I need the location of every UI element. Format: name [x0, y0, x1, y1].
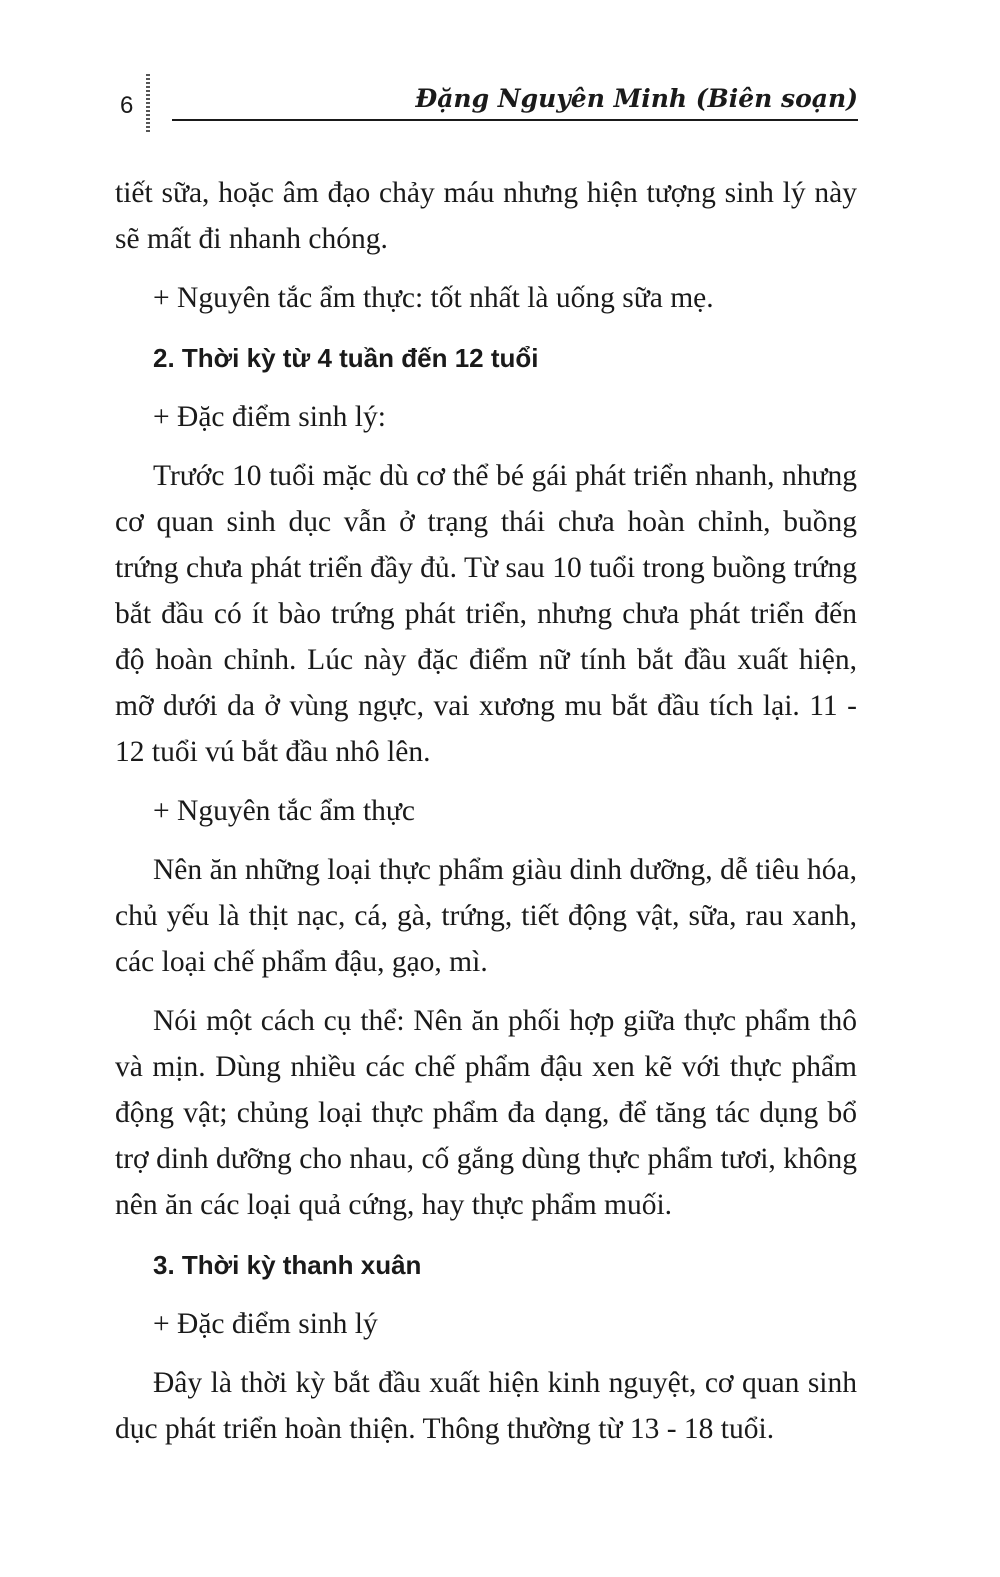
nutrition-paragraph-2a: Nên ăn những loại thực phẩm giàu dinh dưỡng, dễ tiêu hóa, chủ yếu là thịt nạc, cá, gà, trứng, tiết động vật, sữa, rau xanh, các loại chế phẩm đậu, gạo, mì. — [115, 854, 857, 978]
page-body — [115, 170, 857, 1452]
physiology-label-3: + Đặc điểm sinh lý — [153, 1308, 378, 1340]
nutrition-paragraph-2b: Nói một cách cụ thể: Nên ăn phối hợp giữa thực phẩm thô và mịn. Dùng nhiều các chế phẩm đậu xen kẽ với thực phẩm động vật; chủng loại thực phẩm đa dạng, để tăng tác dụng bổ trợ dinh dưỡng cho nhau, cố gắng dùng thực phẩm tươi, không nên ăn các loại quả cứng, hay thực phẩm muối. — [115, 1005, 857, 1221]
page-header — [0, 0, 1000, 140]
header-rule — [172, 119, 858, 121]
section-heading-3: 3. Thời kỳ thanh xuân — [153, 1250, 422, 1280]
header-divider — [146, 74, 150, 132]
nutrition-principle-infant: + Nguyên tắc ẩm thực: tốt nhất là uống sữa mẹ. — [153, 282, 714, 314]
paragraph-continuation: tiết sữa, hoặc âm đạo chảy máu nhưng hiện tượng sinh lý này sẽ mất đi nhanh chóng. — [115, 177, 857, 255]
page-number: 6 — [120, 92, 134, 119]
section-heading-2: 2. Thời kỳ từ 4 tuần đến 12 tuổi — [153, 343, 539, 373]
physiology-label-2: + Đặc điểm sinh lý: — [153, 401, 386, 433]
physiology-paragraph-3: Đây là thời kỳ bắt đầu xuất hiện kinh nguyệt, cơ quan sinh dục phát triển hoàn thiện. Thông thường từ 13 - 18 tuổi. — [115, 1367, 857, 1445]
nutrition-label-2: + Nguyên tắc ẩm thực — [153, 795, 415, 827]
physiology-paragraph-2: Trước 10 tuổi mặc dù cơ thể bé gái phát triển nhanh, nhưng cơ quan sinh dục vẫn ở trạng thái chưa hoàn chỉnh, buồng trứng chưa phát triển đầy đủ. Từ sau 10 tuổi trong buồng trứng bắt đầu có ít bào trứng phát triển, nhưng chưa phát triển đến độ hoàn chỉnh. Lúc này đặc điểm nữ tính bắt đầu xuất hiện, mỡ dưới da ở vùng ngực, vai xương mu bắt đầu tích lại. 11 - 12 tuổi vú bắt đầu nhô lên. — [115, 460, 857, 768]
running-head: Đặng Nguyên Minh (Biên soạn) — [415, 84, 858, 113]
